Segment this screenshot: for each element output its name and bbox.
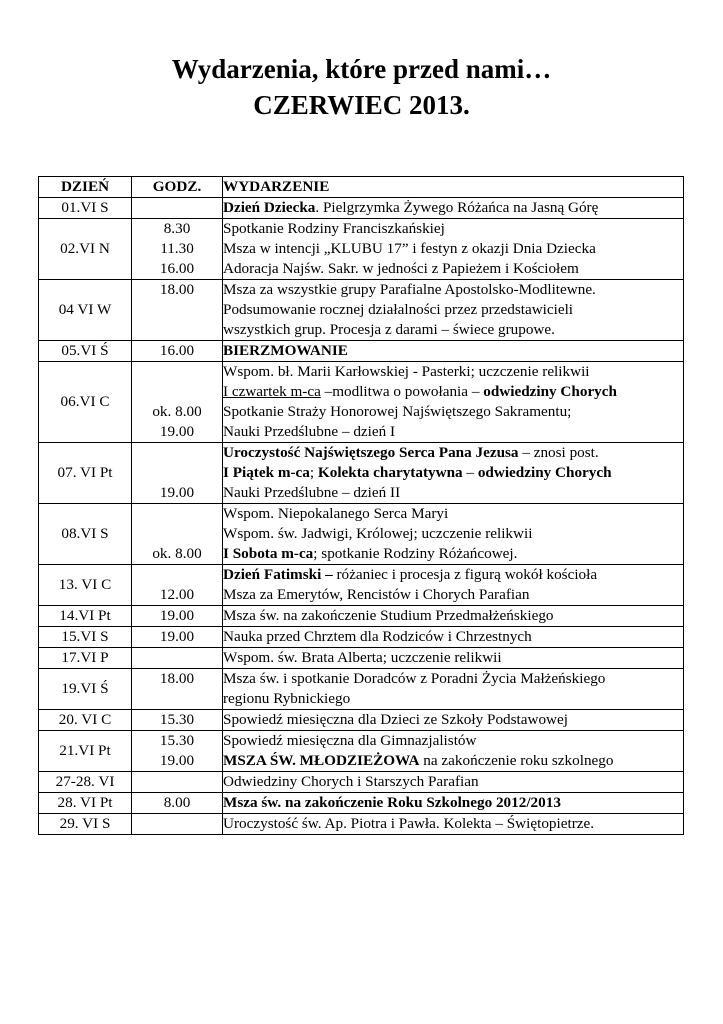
event-text: Nauki Przedślubne – dzień II: [223, 484, 401, 501]
time-value: 19.00: [159, 423, 195, 440]
event-cell: [223, 648, 684, 669]
time-cell: [132, 731, 223, 772]
table-row: [39, 606, 684, 627]
table-row: [39, 710, 684, 731]
event-text: Wspom. św. Jadwigi, Królowej; uczczenie relikwii: [223, 525, 533, 542]
event-text: Podsumowanie rocznej działalności przez przedstawicieli: [223, 301, 574, 318]
event-text: –modlitwa o powołania –: [320, 383, 484, 400]
time-value: 11.30: [160, 240, 194, 257]
time-cell: [132, 280, 223, 341]
event-text-bold: MSZA ŚW. MŁODZIEŻOWA: [223, 752, 420, 769]
event-line: [223, 710, 683, 730]
day-cell: 29. VI S: [39, 814, 132, 835]
table-row: [39, 565, 684, 606]
table-row: [39, 793, 684, 814]
event-text: Msza św. i spotkanie Doradców z Poradni Życia Małżeńskiego: [223, 670, 606, 687]
table-row: [39, 731, 684, 772]
event-cell: [223, 504, 684, 565]
event-text: wszystkich grup. Procesja z darami – świece grupowe.: [223, 321, 555, 338]
time-cell: [132, 198, 223, 219]
event-line: [223, 259, 683, 279]
event-text: Msza w intencji „KLUBU 17” i festyn z okazji Dnia Dziecka: [223, 240, 596, 257]
event-line: [223, 198, 683, 218]
event-text-bold: odwiedziny Chorych: [477, 464, 612, 481]
event-text: Odwiedziny Chorych i Starszych Parafian: [223, 773, 479, 790]
header-time: GODZ.: [132, 177, 223, 198]
event-line: [223, 219, 683, 239]
time-cell: [132, 793, 223, 814]
time-value: 18.00: [159, 281, 195, 298]
time-value: [132, 198, 222, 218]
event-text-bold: I Sobota m-ca: [223, 545, 314, 562]
event-cell: [223, 198, 684, 219]
event-line: [223, 585, 683, 605]
table-row: [39, 198, 684, 219]
time-cell: [132, 443, 223, 504]
time-value: [132, 524, 222, 544]
time-value: 19.00: [159, 752, 195, 769]
time-value: [132, 320, 222, 340]
time-value: 19.00: [159, 607, 195, 624]
event-cell: [223, 362, 684, 443]
event-text-bold: BIERZMOWANIE: [223, 342, 348, 359]
events-table: [38, 176, 684, 835]
event-cell: [223, 565, 684, 606]
day-cell: 01.VI S: [39, 198, 132, 219]
event-line: [223, 320, 683, 340]
day-cell: 04 VI W: [39, 280, 132, 341]
event-cell: [223, 793, 684, 814]
event-cell: [223, 627, 684, 648]
event-cell: [223, 731, 684, 772]
event-text: Wspom. Niepokalanego Serca Maryi: [223, 505, 449, 522]
table-row: [39, 280, 684, 341]
table-row: [39, 443, 684, 504]
event-line: [223, 544, 683, 564]
day-cell: 20. VI C: [39, 710, 132, 731]
header-event: WYDARZENIE: [223, 177, 684, 198]
event-text: Spotkanie Straży Honorowej Najświętszego Sakramentu;: [223, 403, 572, 420]
event-text-bold: Dzień Fatimski –: [223, 566, 333, 583]
event-text: ;: [309, 464, 318, 481]
day-cell: 13. VI C: [39, 565, 132, 606]
event-text: – znosi post.: [518, 444, 599, 461]
event-text: Uroczystość św. Ap. Piotra i Pawła. Kolekta – Świętopietrze.: [223, 815, 595, 832]
event-line: [223, 300, 683, 320]
event-line: [223, 382, 683, 402]
event-line: [223, 362, 683, 382]
event-text-bold: Msza św. na zakończenie Roku Szkolnego 2012/2013: [223, 794, 561, 811]
time-value: [132, 504, 222, 524]
event-text: Adoracja Najśw. Sakr. w jedności z Papieżem i Kościołem: [223, 260, 579, 277]
event-text: Nauki Przedślubne – dzień I: [223, 423, 396, 440]
event-text-bold: odwiedziny Chorych: [483, 383, 617, 400]
event-text-underlined: I czwartek m-ca: [223, 383, 321, 400]
event-text: Wspom. św. Brata Alberta; uczczenie relikwii: [223, 649, 502, 666]
event-line: [223, 524, 683, 544]
time-value: 16.00: [159, 260, 195, 277]
table-row: [39, 772, 684, 793]
table-body: [39, 198, 684, 835]
time-cell: [132, 362, 223, 443]
event-line: [223, 793, 683, 813]
time-value: [132, 362, 222, 382]
page-subtitle-month: CZERWIEC 2013.: [253, 90, 470, 120]
event-cell: [223, 814, 684, 835]
event-line: [223, 772, 683, 792]
event-text: Nauka przed Chrztem dla Rodziców i Chrzestnych: [223, 628, 532, 645]
time-value: 12.00: [159, 586, 195, 603]
time-value: ok. 8.00: [152, 545, 202, 562]
event-line: [223, 239, 683, 259]
time-value: 18.00: [159, 670, 195, 687]
table-row: [39, 219, 684, 280]
event-cell: [223, 669, 684, 710]
time-value: [132, 814, 222, 834]
event-line: [223, 341, 683, 361]
time-cell: [132, 814, 223, 835]
time-value: 15.30: [159, 711, 195, 728]
table-header: [39, 177, 684, 198]
table-row: [39, 627, 684, 648]
event-line: [223, 483, 683, 503]
table-row: [39, 341, 684, 362]
table-row: [39, 362, 684, 443]
event-line: [223, 689, 683, 709]
time-value: [132, 300, 222, 320]
event-line: [223, 648, 683, 668]
time-value: 8.30: [163, 220, 191, 237]
time-value: 16.00: [159, 342, 195, 359]
event-text: regionu Rybnickiego: [223, 690, 351, 707]
event-line: [223, 463, 683, 483]
event-cell: [223, 443, 684, 504]
event-text: Msza św. na zakończenie Studium Przedmałżeńskiego: [223, 607, 554, 624]
event-text: Msza za Emerytów, Rencistów i Chorych Parafian: [223, 586, 530, 603]
event-cell: [223, 772, 684, 793]
event-cell: [223, 710, 684, 731]
time-value: 15.30: [159, 732, 195, 749]
day-cell: 27-28. VI: [39, 772, 132, 793]
time-cell: [132, 606, 223, 627]
event-line: [223, 504, 683, 524]
event-text: Msza za wszystkie grupy Parafialne Apostolsko-Modlitewne.: [223, 281, 596, 298]
day-cell: 19.VI Ś: [39, 669, 132, 710]
event-cell: [223, 341, 684, 362]
time-value: [132, 689, 222, 709]
event-text: Spowiedź miesięczna dla Gimnazjalistów: [223, 732, 477, 749]
event-line: [223, 627, 683, 647]
event-line: [223, 422, 683, 442]
header-day: DZIEŃ: [39, 177, 132, 198]
day-cell: 21.VI Pt: [39, 731, 132, 772]
time-value: [132, 772, 222, 792]
event-text-bold: Dzień Dziecka: [223, 199, 316, 216]
table-row: [39, 648, 684, 669]
time-cell: [132, 565, 223, 606]
event-cell: [223, 606, 684, 627]
day-cell: 28. VI Pt: [39, 793, 132, 814]
day-cell: 07. VI Pt: [39, 443, 132, 504]
time-cell: [132, 772, 223, 793]
day-cell: 15.VI S: [39, 627, 132, 648]
day-cell: 17.VI P: [39, 648, 132, 669]
time-cell: [132, 504, 223, 565]
time-value: [132, 443, 222, 463]
event-text: Wspom. bł. Marii Karłowskiej - Pasterki; uczczenie relikwii: [223, 363, 590, 380]
time-cell: [132, 219, 223, 280]
day-cell: 14.VI Pt: [39, 606, 132, 627]
time-value: [132, 565, 222, 585]
event-line: [223, 606, 683, 626]
table-row: [39, 814, 684, 835]
day-cell: 08.VI S: [39, 504, 132, 565]
day-cell: 02.VI N: [39, 219, 132, 280]
event-line: [223, 402, 683, 422]
time-value: 19.00: [159, 628, 195, 645]
event-text: różaniec i procesja z figurą wokół kościoła: [332, 566, 598, 583]
event-text: Spowiedź miesięczna dla Dzieci ze Szkoły Podstawowej: [223, 711, 568, 728]
event-line: [223, 731, 683, 751]
event-line: [223, 280, 683, 300]
event-text: Spotkanie Rodziny Franciszkańskiej: [223, 220, 445, 237]
event-text-bold: I Piątek m-ca: [223, 464, 310, 481]
event-text-bold: Uroczystość Najświętszego Serca Pana Jezusa: [223, 444, 519, 461]
time-value: 8.00: [163, 794, 191, 811]
time-cell: [132, 669, 223, 710]
event-text: ; spotkanie Rodziny Różańcowej.: [313, 545, 518, 562]
time-cell: [132, 648, 223, 669]
event-text-bold: Kolekta charytatywna: [317, 464, 463, 481]
time-cell: [132, 341, 223, 362]
event-text: –: [462, 464, 478, 481]
event-cell: [223, 280, 684, 341]
event-text: . Pielgrzymka Żywego Różańca na Jasną Górę: [315, 199, 599, 216]
day-cell: 05.VI Ś: [39, 341, 132, 362]
time-value: ok. 8.00: [152, 403, 202, 420]
table-row: [39, 669, 684, 710]
event-text: na zakończenie roku szkolnego: [419, 752, 614, 769]
time-cell: [132, 627, 223, 648]
event-line: [223, 814, 683, 834]
event-cell: [223, 219, 684, 280]
table-row: [39, 504, 684, 565]
event-line: [223, 443, 683, 463]
time-value: [132, 382, 222, 402]
event-line: [223, 669, 683, 689]
time-value: [132, 648, 222, 668]
event-line: [223, 751, 683, 771]
event-line: [223, 565, 683, 585]
day-cell: 06.VI C: [39, 362, 132, 443]
time-value: [132, 463, 222, 483]
time-cell: [132, 710, 223, 731]
page-title: Wydarzenia, które przed nami…: [171, 54, 552, 84]
header-row: [39, 177, 684, 198]
time-value: 19.00: [159, 484, 195, 501]
